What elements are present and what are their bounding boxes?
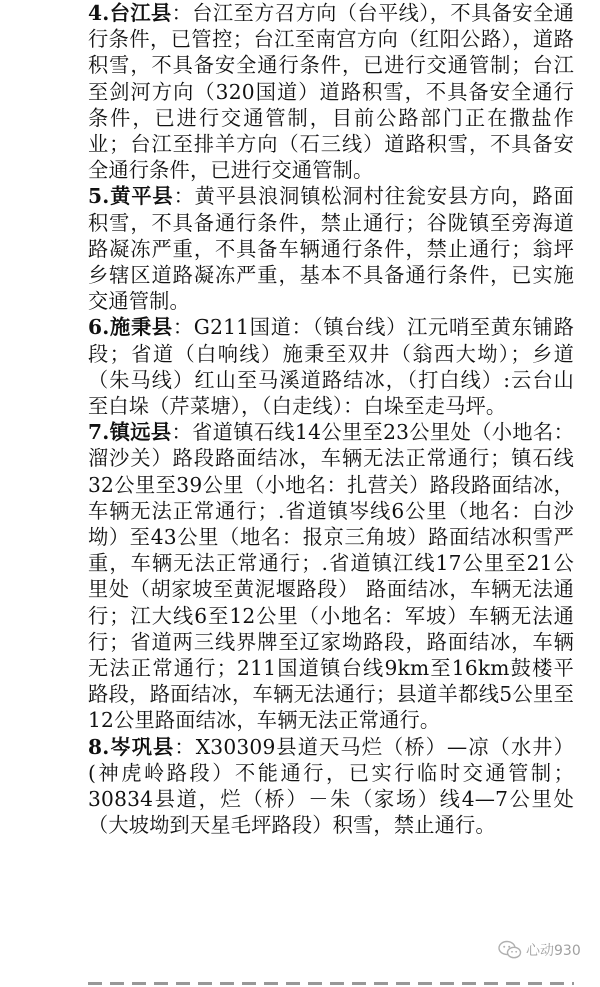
county-name: 镇远县 <box>109 420 172 445</box>
entry-number: 4. <box>88 1 110 25</box>
county-name: 黄平县 <box>109 184 174 209</box>
entry-shibing <box>88 314 574 419</box>
county-name: 施秉县 <box>109 315 173 340</box>
entry-taijiang <box>88 0 574 183</box>
entry-number: 6. <box>88 315 110 340</box>
watermark <box>498 940 581 960</box>
entry-number: 7. <box>88 420 110 445</box>
entry-cengong <box>88 734 574 839</box>
entry-number: 5. <box>88 184 110 209</box>
entry-text: ：黄平县浪洞镇松洞村往瓮安县方向，路面积雪，不具备通行条件，禁止通行；谷陇镇至旁海道路凝冻严重，不具备车辆通行条件，禁止通行；翁坪乡辖区道路凝冻严重，基本不具备通行条件，已实施交通管制。 <box>88 184 574 314</box>
entry-text: ：X30309县道天马烂（桥）—凉（水井）(神虎岭路段）不能通行，已实行临时交通管制；30834县道，烂（桥）－朱（家场）线4—7公里处（大坡坳到天星毛坪路段）积雪，禁止通行。 <box>88 734 574 838</box>
entry-text: ：G211国道：（镇台线）江元哨至黄东铺路段；省道（白响线）施秉至双井（翁西大坳）；乡道（朱马线）红山至马溪道路结冰，（打白线）:云台山至白垛（芹菜塘），（白走线）：白垛至走马坪。 <box>88 315 574 419</box>
entry-text: ：省道镇石线14公里至23公里处（小地名：溜沙关）路段路面结冰，车辆无法正常通行；镇石线32公里至39公里（小地名：扎营关）路段路面结冰，车辆无法正常通行；.省道镇岑线6公里（地名：白沙坳）至43公里（地名：报京三角坡）路面结冰积雪严重，车辆无法正常通行；.省道镇江线17公里至21公里处（胡家坡至黄泥堰路段） 路面结冰，车辆无法通行；江大线6至12公里（小地名：军坡）车辆无法通行；省道两三线界牌至辽家坳路段，路面结冰，车辆无法正常通行；211国道镇台线9km至16km鼓楼平路段，路面结冰，车辆无法通行；县道羊都线5公里至12公里路面结冰，车辆无法正常通行。 <box>88 420 574 733</box>
document-body <box>88 0 574 839</box>
watermark-text: 心动930 <box>526 943 581 959</box>
entry-huangping <box>88 183 574 314</box>
county-name: 台江县 <box>109 1 172 25</box>
county-name: 岑巩县 <box>109 734 175 759</box>
entry-zhenyuan <box>88 419 574 733</box>
cut-off-text-line <box>88 978 574 987</box>
wechat-icon <box>498 940 522 960</box>
entry-number: 8. <box>88 734 110 759</box>
entry-text: ：台江至方召方向（台平线），不具备安全通行条件，已管控；台江至南宫方向（红阳公路），道路积雪，不具备安全通行条件，已进行交通管制；台江至剑河方向（320国道）道路积雪，不具备安全通行条件，已进行交通管制，目前公路部门正在撒盐作业；台江至排羊方向（石三线）道路积雪，不具备安全通行条件，已进行交通管制。 <box>88 1 574 183</box>
